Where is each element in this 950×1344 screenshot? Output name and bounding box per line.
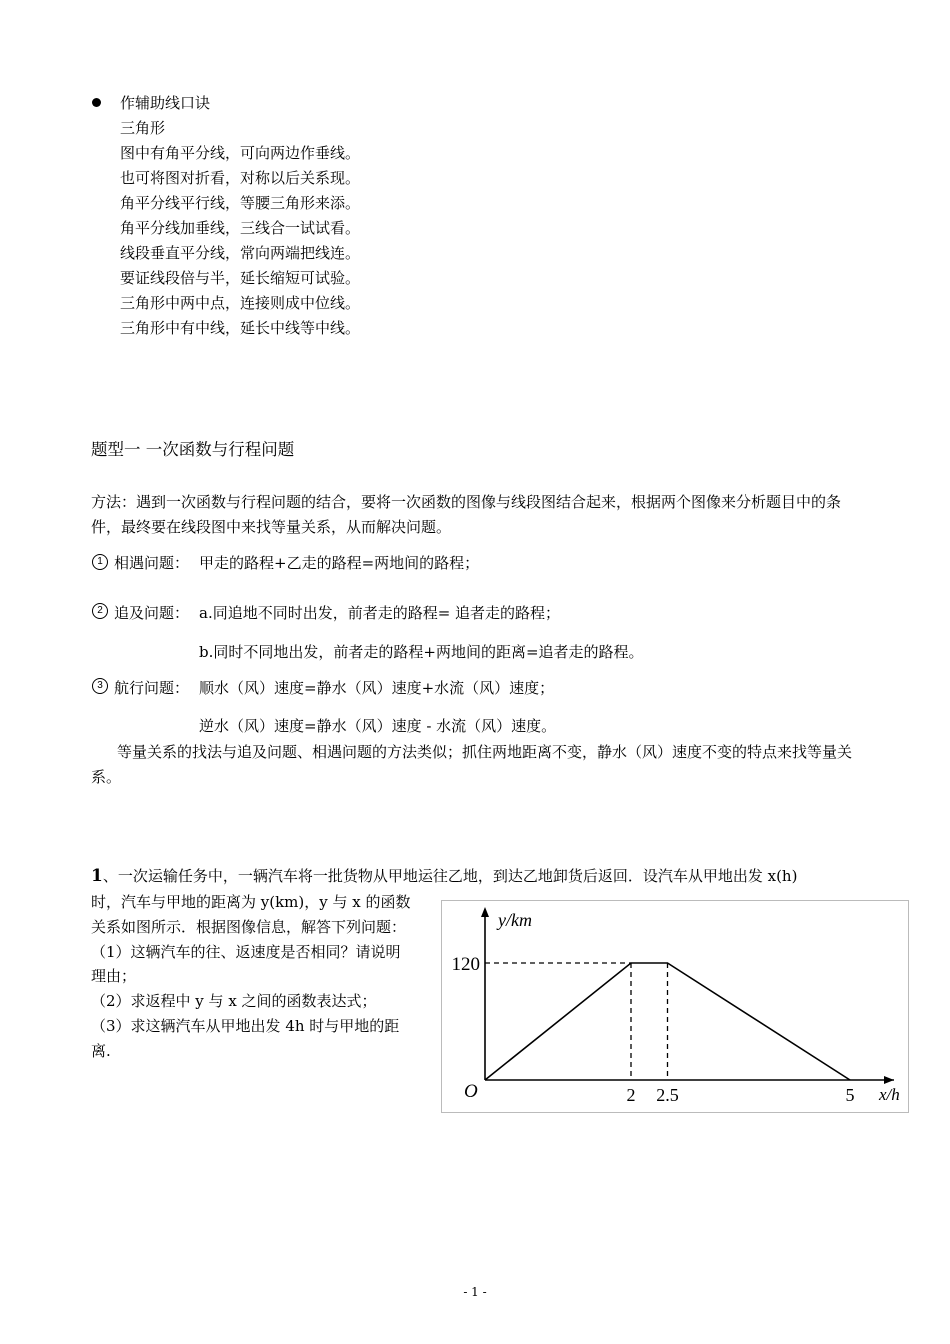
mnemonic-line: 角平分线加垂线，三线合一试试看。 [120, 219, 361, 237]
x-tick-label: 5 [845, 1085, 855, 1105]
problem-number: 1 [91, 866, 103, 886]
problem-line: 时，汽车与甲地的距离为 y(km)，y 与 x 的函数 [91, 893, 411, 911]
circled-number-2-icon: 2 [92, 603, 108, 619]
item-text: 甲走的路程+乙走的路程=两地间的路程； [199, 554, 480, 572]
mnemonic-line: 角平分线平行线，等腰三角形来添。 [120, 194, 361, 212]
mnemonic-line: 也可将图对折看，对称以后关系现。 [120, 169, 361, 187]
x-axis-label: x/h [879, 1085, 900, 1104]
item-text: 逆水（风）速度=静水（风）速度 - 水流（风）速度。 [199, 717, 557, 735]
mnemonic-line: 线段垂直平分线，常向两端把线连。 [120, 244, 361, 262]
mnemonic-title: 作辅助线口诀 [120, 94, 211, 112]
mnemonic-line: 三角形中两中点，连接则成中位线。 [120, 294, 361, 312]
bullet-icon [92, 98, 101, 107]
item-label: 相遇问题： [114, 554, 190, 572]
problem-line: （2）求返程中 y 与 x 之间的函数表达式； [91, 992, 377, 1010]
item-text: b.同时不同地出发，前者走的路程+两地间的距离=追者走的路程。 [199, 643, 644, 661]
mnemonic-subtitle: 三角形 [120, 119, 166, 137]
problem-first-line [91, 866, 797, 886]
problem-line: 理由； [91, 967, 137, 985]
item-label: 追及问题： [114, 604, 190, 622]
y-axis-arrow-icon [481, 907, 489, 917]
section-heading: 题型一 一次函数与行程问题 [91, 440, 295, 459]
problem-line: 离. [91, 1042, 111, 1060]
chart-svg [442, 901, 908, 1112]
summary-paragraph: 等量关系的找法与追及问题、相遇问题的方法类似；抓住两地距离不变，静水（风）速度不变的特点来找等量关系。 [91, 743, 853, 786]
x-axis-arrow-icon [884, 1076, 894, 1084]
page-number: - 1 - [463, 1285, 487, 1299]
mnemonic-line: 要证线段倍与半，延长缩短可试验。 [120, 269, 361, 287]
x-tick-label: 2 [626, 1085, 636, 1105]
y-tick-label: 120 [451, 954, 480, 975]
mnemonic-line: 图中有角平分线，可向两边作垂线。 [120, 144, 361, 162]
mnemonic-line: 三角形中有中线，延长中线等中线。 [120, 319, 361, 337]
problem-line: （3）求这辆汽车从甲地出发 4h 时与甲地的距 [91, 1017, 400, 1035]
distance-time-chart [441, 900, 909, 1113]
circled-number-3-icon: 3 [92, 678, 108, 694]
x-tick-label: 2.5 [656, 1085, 679, 1105]
item-text: a.同追地不同时出发，前者走的路程= 追者走的路程； [199, 604, 561, 622]
problem-line: 、一次运输任务中，一辆汽车将一批货物从甲地运往乙地，到达乙地卸货后返回．设汽车从甲地出发 x(h) [102, 867, 798, 885]
circled-number-1-icon: 1 [92, 554, 108, 570]
problem-line: （1）这辆汽车的往、返速度是否相同？请说明 [91, 943, 401, 961]
y-axis-label: y/km [498, 910, 532, 930]
problem-line: 关系如图所示．根据图像信息，解答下列问题： [91, 918, 407, 936]
origin-label: O [464, 1081, 478, 1102]
item-text: 顺水（风）速度=静水（风）速度+水流（风）速度； [199, 679, 555, 697]
item-label: 航行问题： [114, 679, 190, 697]
method-paragraph: 方法：遇到一次函数与行程问题的结合，要将一次函数的图像与线段图结合起来，根据两个图像来分析题目中的条件，最终要在线段图中来找等量关系，从而解决问题。 [91, 493, 842, 536]
